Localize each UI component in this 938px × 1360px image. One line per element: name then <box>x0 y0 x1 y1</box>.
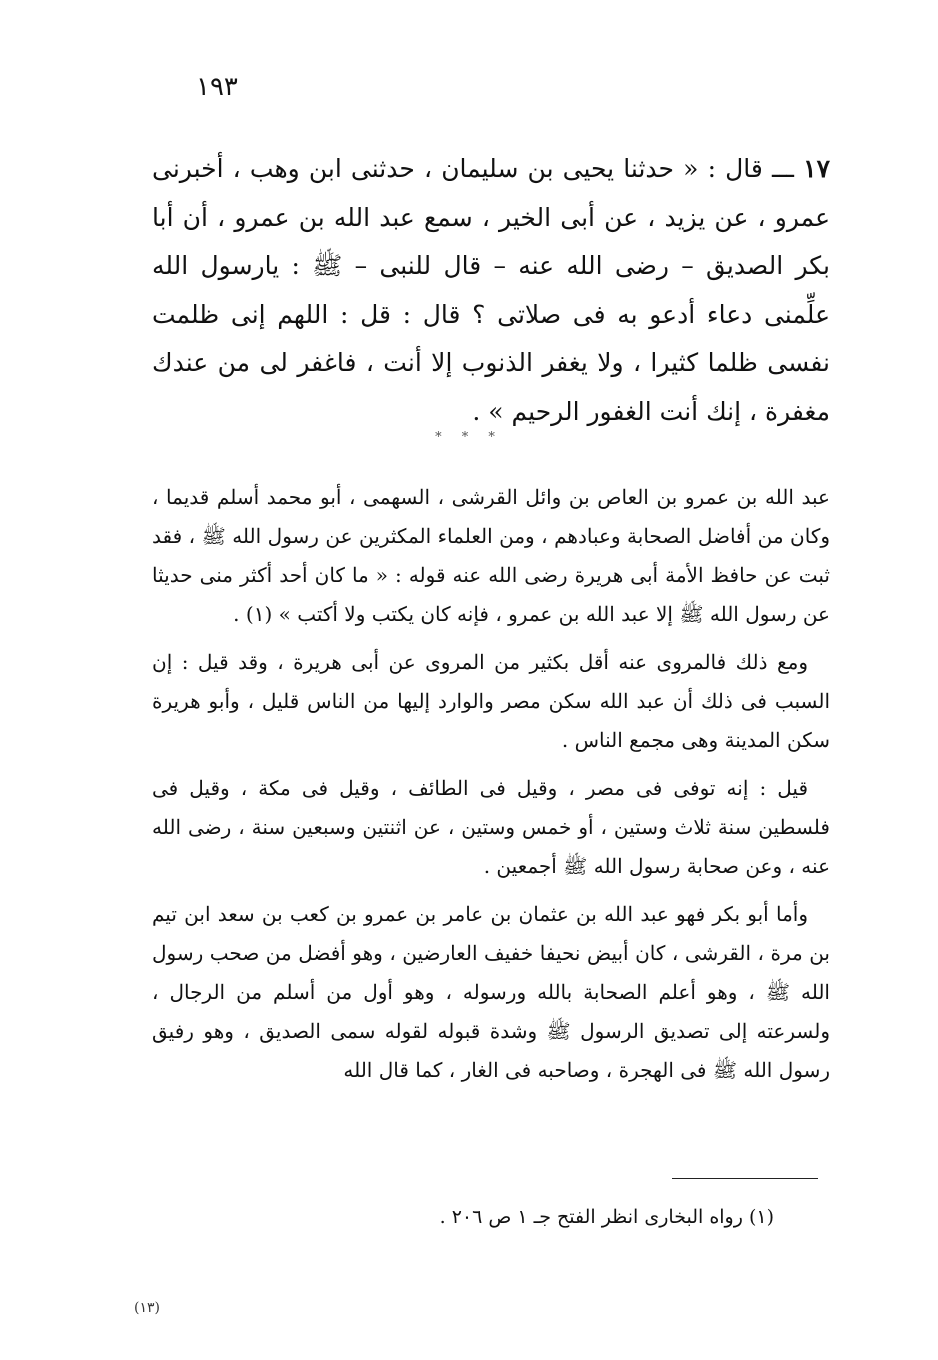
footnote: (١) رواه البخارى انظر الفتح جـ ١ ص ٢٠٦ . <box>439 1206 774 1228</box>
hadith-block <box>152 145 830 436</box>
footnote-divider <box>672 1178 818 1179</box>
signature-mark: (١٣) <box>134 1300 160 1316</box>
biography-paragraph-3: قيل : إنه توفى فى مصر ، وقيل فى الطائف ، وقيل فى مكة ، وقيل فى فلسطين سنة ثلاث وستين ، أو خمس وستين ، عن اثنتين وسبعين سنة ، رضى الله عنه ، وعن صحابة رسول الله ﷺ أجمعين . <box>152 776 830 878</box>
biography-paragraph-4: وأما أبو بكر فهو عبد الله بن عثمان بن عامر بن عمرو بن كعب بن سعد ابن تيم بن مرة ، القرشى ، كان أبيض نحيفا خفيف العارضين ، وهو أفضل من صحب رسول الله ﷺ ، وهو أعلم الصحابة بالله ورسوله ، وهو أول من أسلم من الرجال ، ولسرعته إلى تصديق الرسول ﷺ وشدة قبوله لقوله سمى الصديق ، وهو رفيق رسول الله ﷺ فى الهجرة ، وصاحبه فى الغار ، كما قال الله <box>152 902 830 1082</box>
hadith-number: ١٧ <box>803 154 830 183</box>
biography-paragraph-1: عبد الله بن عمرو بن العاص بن وائل القرشى ، السهمى ، أبو محمد أسلم قديما ، وكان من أفاضل الصحابة وعبادهم ، ومن العلماء المكثرين عن رسول الله ﷺ ، فقد ثبت عن حافظ الأمة أبى هريرة رضى الله عنه قوله : « ما كان أحد أكثر منى حديثا عن رسول الله ﷺ إلا عبد الله بن عمرو ، فإنه كان يكتب ولا أكتب » (١) . <box>152 485 830 626</box>
section-separator: * * * <box>435 430 503 445</box>
hadith-text: ـــ قال : « حدثنا يحيى بن سليمان ، حدثنى ابن وهب ، أخبرنى عمرو ، عن يزيد ، عن أبى الخير ، سمع عبد الله بن عمرو ، أن أبا بكر الصديق – رضى الله عنه – قال للنبى – ﷺ : يارسول الله علِّمنى دعاء أدعو به فى صلاتى ؟ قال : قل : اللهم إنى ظلمت نفسى ظلما كثيرا ، ولا يغفر الذنوب إلا أنت ، فاغفر لى من عندك مغفرة ، إنك أنت الغفور الرحيم » . <box>152 154 831 426</box>
biography-block <box>152 478 830 1099</box>
biography-paragraph-2: ومع ذلك فالمروى عنه أقل بكثير من المروى عن أبى هريرة ، وقد قيل : إن السبب فى ذلك أن عبد الله سكن مصر والوارد إليها من الناس قليل ، وأبو هريرة سكن المدينة وهى مجمع الناس . <box>152 650 830 752</box>
hadith-paragraph <box>152 145 830 436</box>
page-number: ١٩٣ <box>196 72 238 102</box>
